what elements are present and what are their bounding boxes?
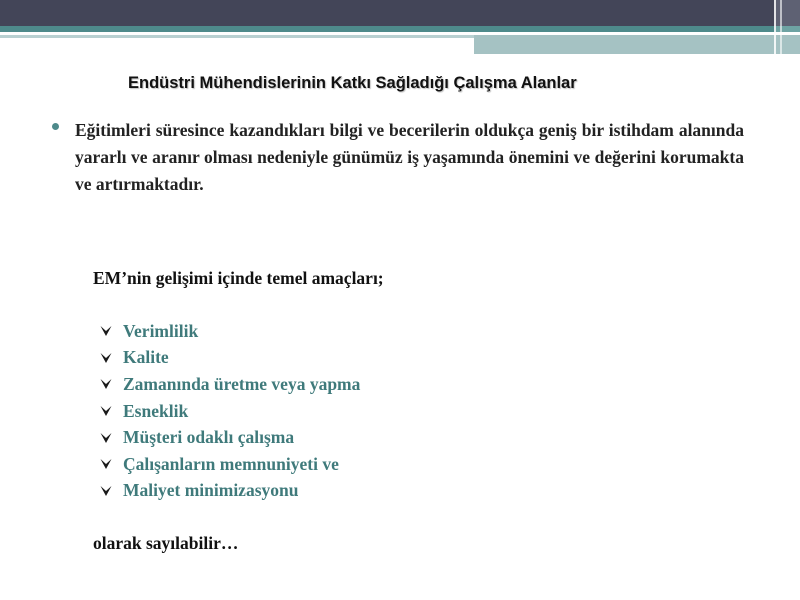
goal-label: Esneklik	[123, 400, 189, 421]
header-divider	[780, 0, 782, 54]
checkmark-icon	[100, 325, 112, 337]
checkmark-icon	[100, 432, 112, 444]
goals-list	[100, 318, 360, 504]
goal-label: Zamanında üretme veya yapma	[123, 373, 361, 394]
bullet-dot-icon	[52, 123, 59, 130]
checkmark-icon	[100, 458, 112, 470]
list-item	[100, 478, 360, 505]
header-thin-stripe	[0, 35, 474, 38]
header-teal-stripe	[0, 26, 800, 32]
list-item	[100, 424, 360, 451]
checkmark-icon	[100, 405, 112, 417]
goals-heading: EM’nin gelişimi içinde temel amaçları;	[93, 268, 384, 288]
header-bar	[0, 0, 800, 26]
header-light-band	[474, 35, 800, 54]
list-item	[100, 345, 360, 372]
checkmark-icon	[100, 485, 112, 497]
goal-label: Maliyet minimizasyonu	[123, 480, 299, 501]
checkmark-icon	[100, 378, 112, 390]
list-item	[100, 451, 360, 478]
checkmark-icon	[100, 352, 112, 364]
list-item	[100, 371, 360, 398]
goal-label: Müşteri odaklı çalışma	[123, 427, 295, 448]
goal-label: Verimlilik	[123, 320, 199, 341]
intro-paragraph: Eğitimleri süresince kazandıkları bilgi ve becerilerin oldukça geniş bir istihdam alanında yararlı ve aranır olması nedeniyle günümüz iş yaşamında önemini ve değerini korumakta ve artırmaktadır.	[75, 120, 744, 194]
closing-text: olarak sayılabilir…	[93, 533, 239, 553]
list-item	[100, 398, 360, 425]
goal-label: Çalışanların memnuniyeti ve	[123, 453, 339, 474]
goal-label: Kalite	[123, 347, 169, 368]
slide-title: Endüstri Mühendislerinin Katkı Sağladığı Çalışma Alanlar	[128, 74, 577, 92]
list-item	[100, 318, 360, 345]
header-divider	[774, 0, 776, 54]
